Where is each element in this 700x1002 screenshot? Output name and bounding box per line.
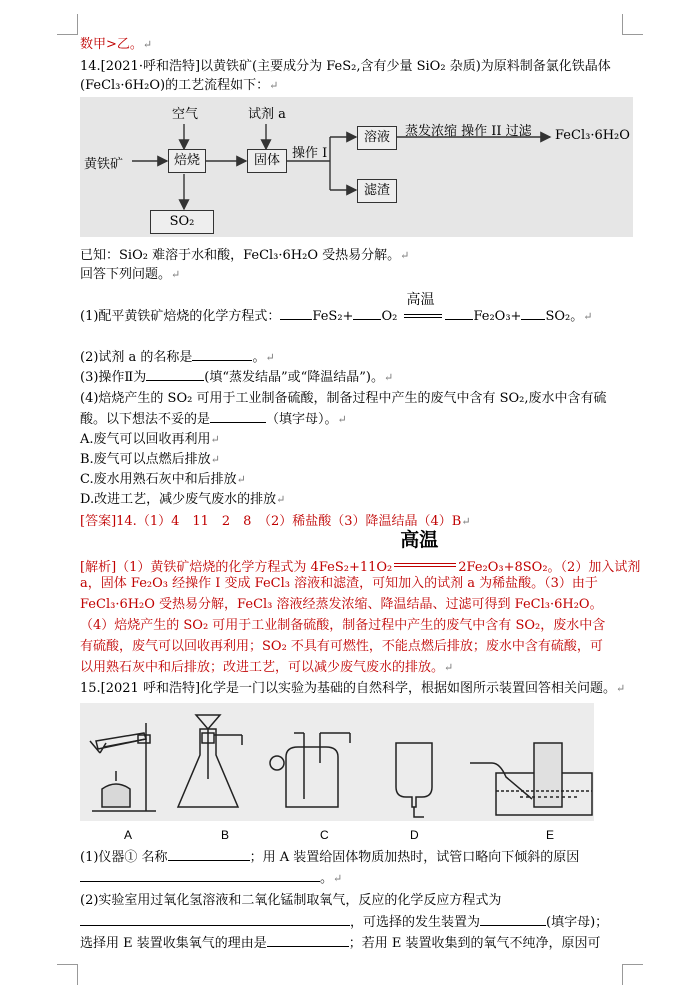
apparatus-label-c: C <box>320 828 329 842</box>
flow-steps-label: 蒸发浓缩 操作 II 过滤 <box>405 124 532 139</box>
q14-answer: [答案]14.（1）4 11 2 8 （2）稀盐酸（3）降温结晶（4）B↵ <box>80 514 471 529</box>
flow-pyrite-label: 黄铁矿 <box>84 157 124 172</box>
corner-mark-top-left <box>57 14 78 35</box>
option-d: D.改进工艺，减少废气废水的排放↵ <box>80 492 286 507</box>
flow-solid-box: 固体 <box>247 149 287 173</box>
q14-part3: (3)操作Ⅱ为 (填“蒸发结晶”或“降温结晶”)。↵ <box>80 367 640 387</box>
apparatus-label-d: D <box>410 828 419 842</box>
flow-roast-box: 焙烧 <box>168 149 206 173</box>
q15-part2-line-3: 选择用 E 装置收集氧气的理由是 ；若用 E 装置收集到的氧气不纯净，原因可 <box>80 933 640 953</box>
q14-part4-line-1: (4)焙烧产生的 SO₂ 可用于工业制备硫酸，制备过程中产生的废气中含有 SO₂,废水中含有硫 <box>80 391 607 406</box>
flow-reagent-label: 试剂 a <box>248 107 286 122</box>
q14-part4-line-2: 酸。以下想法不妥的是 （填字母）。↵ <box>80 409 640 429</box>
apparatus-label-b: B <box>221 828 230 842</box>
option-b: B.废气可以点燃后排放↵ <box>80 452 220 467</box>
heating-condition-1: 高温 <box>404 300 442 320</box>
apparatus-label-a: A <box>124 828 133 842</box>
flow-product-label: FeCl₃·6H₂O <box>555 128 630 143</box>
q15-part2-line-2: ，可选择的发生装置为 (填字母)； <box>80 912 640 932</box>
q14-answer-prompt: 回答下列问题。↵ <box>80 267 181 282</box>
q15-stem: 15.[2021 呼和浩特]化学是一门以实验为基础的自然科学，根据如图所示装置回答相关问题。↵ <box>80 681 626 696</box>
q15-part1-line-2: 。↵ <box>80 868 640 888</box>
apparatus-figure <box>80 703 594 821</box>
intro-line: 数甲>乙。↵ <box>80 37 153 52</box>
flow-residue-box: 滤渣 <box>357 179 397 203</box>
q14-part1: (1)配平黄铁矿焙烧的化学方程式： FeS₂+ O₂ 高温 Fe₂O₃+ SO₂。↵ <box>80 292 593 324</box>
apparatus-drawing <box>80 703 594 821</box>
analysis-line-1: [解析]（1）黄铁矿焙烧的化学方程式为 4FeS₂+11O₂ 高温 2Fe₂O₃+8SO₂。（2）加入试剂 <box>80 529 641 575</box>
corner-mark-bottom-right <box>622 964 643 985</box>
flow-air-label: 空气 <box>172 107 199 122</box>
analysis-line-2: a，固体 Fe₂O₃ 经操作 I 变成 FeCl₃ 溶液和滤渣，可知加入的试剂 a 为稀盐酸。（3）由于 <box>80 576 598 591</box>
analysis-line-5: 有硫酸，废气可以回收再利用；SO₂ 不具有可燃性，不能点燃后排放；废水中含有硫酸，可 <box>80 639 603 654</box>
q15-part1-line-1: (1)仪器① 名称 ；用 A 装置给固体物质加热时，试管口略向下倾斜的原因 <box>80 847 640 867</box>
process-flow-diagram <box>80 97 633 237</box>
flow-op1-label: 操作 I <box>292 146 328 161</box>
option-a: A.废气可以回收再利用↵ <box>80 432 220 447</box>
analysis-line-6: 以用熟石灰中和后排放；改进工艺，可以减少废气废水的排放。↵ <box>80 660 454 675</box>
analysis-line-4: （4）焙烧产生的 SO₂ 可用于工业制备硫酸，制备过程中产生的废气中含有 SO₂，废水中含 <box>80 618 606 633</box>
analysis-line-3: FeCl₃·6H₂O 受热易分解，FeCl₃ 溶液经蒸发浓缩、降温结晶、过滤可得到 FeCl₃·6H₂O。 <box>80 597 603 612</box>
q15-part2-line-1: (2)实验室用过氧化氢溶液和二氧化锰制取氧气，反应的化学反应方程式为 <box>80 893 502 908</box>
q14-known: 已知：SiO₂ 难溶于水和酸，FeCl₃·6H₂O 受热易分解。↵ <box>80 248 410 263</box>
apparatus-label-e: E <box>546 828 555 842</box>
q14-stem-line-2: (FeCl₃·6H₂O)的工艺流程如下：↵ <box>80 78 279 93</box>
heating-condition-2: 高温 <box>394 551 456 571</box>
q14-part2: (2)试剂 a 的名称是 。↵ <box>80 347 640 367</box>
flow-solution-box: 溶液 <box>357 126 397 150</box>
corner-mark-top-right <box>622 14 643 35</box>
q14-stem-line-1: 14.[2021·呼和浩特]以黄铁矿(主要成分为 FeS₂,含有少量 SiO₂ 杂质)为原料制备氯化铁晶体 <box>80 59 611 74</box>
option-c: C.废水用熟石灰中和后排放↵ <box>80 472 246 487</box>
flow-so2-box: SO₂ <box>150 210 214 234</box>
corner-mark-bottom-left <box>57 964 78 985</box>
